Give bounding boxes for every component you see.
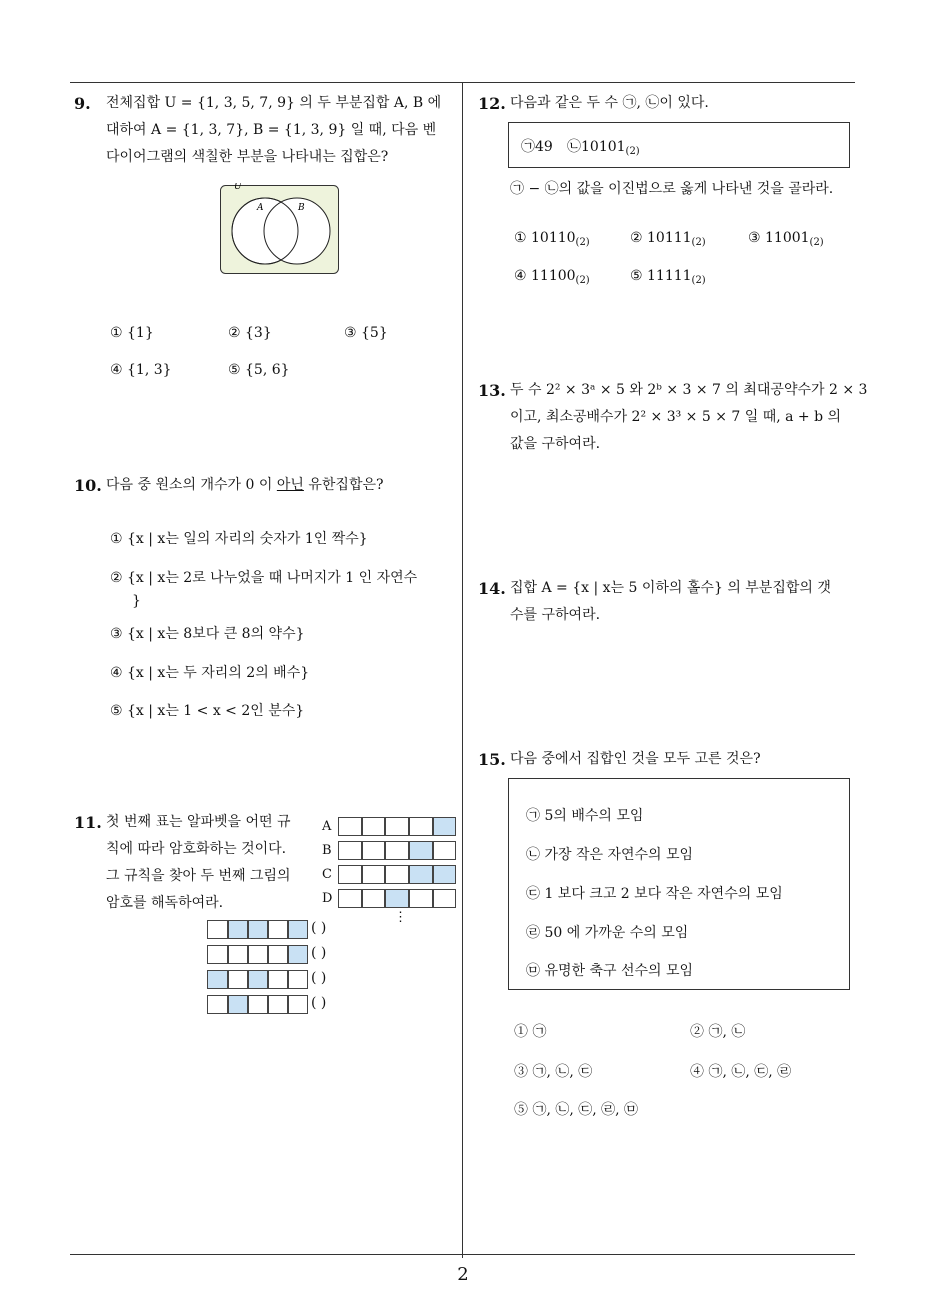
question-prompt: ㉠ − ㉡의 값을 이진법으로 옳게 나타낸 것을 골라라. (510, 181, 834, 197)
cipher-row-d (338, 889, 456, 908)
bottom-rule (70, 1254, 855, 1255)
question-text-line: 값을 구하여라. (510, 436, 601, 452)
number-b: $㉡10101_{(2)}$ (567, 139, 640, 157)
cipher-row-b (338, 841, 456, 860)
code-row-1 (207, 920, 308, 939)
venn-diagram (220, 183, 340, 275)
option-2[interactable]: ② $10111_{(2)}$ (630, 230, 706, 248)
items-box (508, 778, 850, 990)
question-number: 9. (74, 94, 91, 113)
option-4[interactable]: ④ {x | x는 두 자리의 2의 배수} (110, 665, 310, 681)
option-4[interactable]: ④ ㉠, ㉡, ㉢, ㉣ (690, 1064, 792, 1080)
question-text-line: 전체집합 U = {1, 3, 5, 7, 9} 의 두 부분집합 A, B 에 (106, 95, 442, 111)
question-number: 10. (74, 476, 102, 495)
option-4[interactable]: ④ $11100_{(2)}$ (514, 268, 590, 286)
a-label: A (257, 203, 264, 213)
answer-blank[interactable]: ( ) (311, 970, 327, 986)
option-5[interactable]: ⑤ $11111_{(2)}$ (630, 268, 706, 286)
option-4[interactable]: ④ {1, 3} (110, 362, 172, 378)
u-label: U (234, 183, 242, 192)
item-d: ㉣ 50 에 가까운 수의 모임 (526, 925, 689, 941)
item-b: ㉡ 가장 작은 자연수의 모임 (526, 847, 694, 863)
question-text-line: 다이어그램의 색칠한 부분을 나타내는 집합은? (106, 149, 389, 165)
column-divider (462, 82, 463, 1258)
text-before: 다음 중 원소의 개수가 0 이 (106, 477, 277, 493)
given-numbers-box (508, 122, 850, 168)
question-text-line: 수를 구하여라. (510, 607, 601, 623)
code-row-3 (207, 970, 308, 989)
underlined-word: 아닌 (276, 477, 304, 493)
option-3[interactable]: ③ $11001_{(2)}$ (748, 230, 824, 248)
item-a: ㉠ 5의 배수의 모임 (526, 808, 644, 824)
item-e: ㉤ 유명한 축구 선수의 모임 (526, 963, 694, 979)
question-number: 11. (74, 813, 102, 832)
option-1[interactable]: ① {1} (110, 325, 154, 341)
ellipsis: ⋮ (394, 910, 407, 925)
question-text-line: 암호를 해독하여라. (106, 895, 224, 911)
row-label-c: C (322, 867, 332, 882)
set-b-circle (264, 198, 330, 264)
question-text: 다음과 같은 두 수 ㉠, ㉡이 있다. (510, 95, 709, 111)
answer-blank[interactable]: ( ) (311, 920, 327, 936)
question-text (106, 472, 384, 499)
option-5[interactable]: ⑤ {5, 6} (228, 362, 290, 378)
option-1[interactable]: ① $10110_{(2)}$ (514, 230, 590, 248)
option-3[interactable]: ③ {5} (344, 325, 388, 341)
option-2[interactable]: ② {3} (228, 325, 272, 341)
option-1[interactable]: ① ㉠ (514, 1024, 547, 1040)
option-5[interactable]: ⑤ ㉠, ㉡, ㉢, ㉣, ㉤ (514, 1102, 639, 1118)
question-text-line: 집합 A = {x | x는 5 이하의 홀수} 의 부분집합의 갯 (510, 580, 831, 596)
option-2-continuation: } (132, 593, 141, 609)
option-3[interactable]: ③ {x | x는 8보다 큰 8의 약수} (110, 626, 305, 642)
option-1[interactable]: ① {x | x는 일의 자리의 숫자가 1인 짝수} (110, 531, 368, 547)
option-2[interactable]: ② {x | x는 2로 나누었을 때 나머지가 1 인 자연수 (110, 570, 418, 586)
code-row-4 (207, 995, 308, 1014)
item-c: ㉢ 1 보다 크고 2 보다 작은 자연수의 모임 (526, 886, 783, 902)
question-number: 14. (478, 579, 506, 598)
answer-blank[interactable]: ( ) (311, 945, 327, 961)
question-text-line: 첫 번째 표는 알파벳을 어떤 규 (106, 814, 291, 830)
question-number: 12. (478, 94, 506, 113)
row-label-d: D (322, 891, 333, 906)
cipher-row-a (338, 817, 456, 836)
question-text: 다음 중에서 집합인 것을 모두 고른 것은? (510, 751, 761, 767)
question-text-line: 두 수 2² × 3ᵃ × 5 와 2ᵇ × 3 × 7 의 최대공약수가 2 × 3 (510, 382, 868, 398)
question-text-line: 그 규칙을 찾아 두 번째 그림의 (106, 868, 291, 884)
b-label: B (298, 203, 305, 213)
code-row-2 (207, 945, 308, 964)
option-3[interactable]: ③ ㉠, ㉡, ㉢ (514, 1064, 593, 1080)
row-label-b: B (322, 843, 332, 858)
number-a: ㉠49 (521, 139, 553, 155)
cipher-row-c (338, 865, 456, 884)
question-text-line: 칙에 따라 암호화하는 것이다. (106, 841, 287, 857)
question-text-line: 대하여 A = {1, 3, 7}, B = {1, 3, 9} 일 때, 다음 벤 (106, 122, 437, 138)
question-text-line: 이고, 최소공배수가 2² × 3³ × 5 × 7 일 때, a + b 의 (510, 409, 842, 425)
option-2[interactable]: ② ㉠, ㉡ (690, 1024, 746, 1040)
question-number: 13. (478, 381, 506, 400)
question-number: 15. (478, 750, 506, 769)
page-number: 2 (457, 1264, 469, 1285)
option-5[interactable]: ⑤ {x | x는 1 < x < 2인 분수} (110, 703, 305, 719)
row-label-a: A (322, 819, 332, 834)
text-after: 유한집합은? (303, 477, 384, 493)
answer-blank[interactable]: ( ) (311, 995, 327, 1011)
